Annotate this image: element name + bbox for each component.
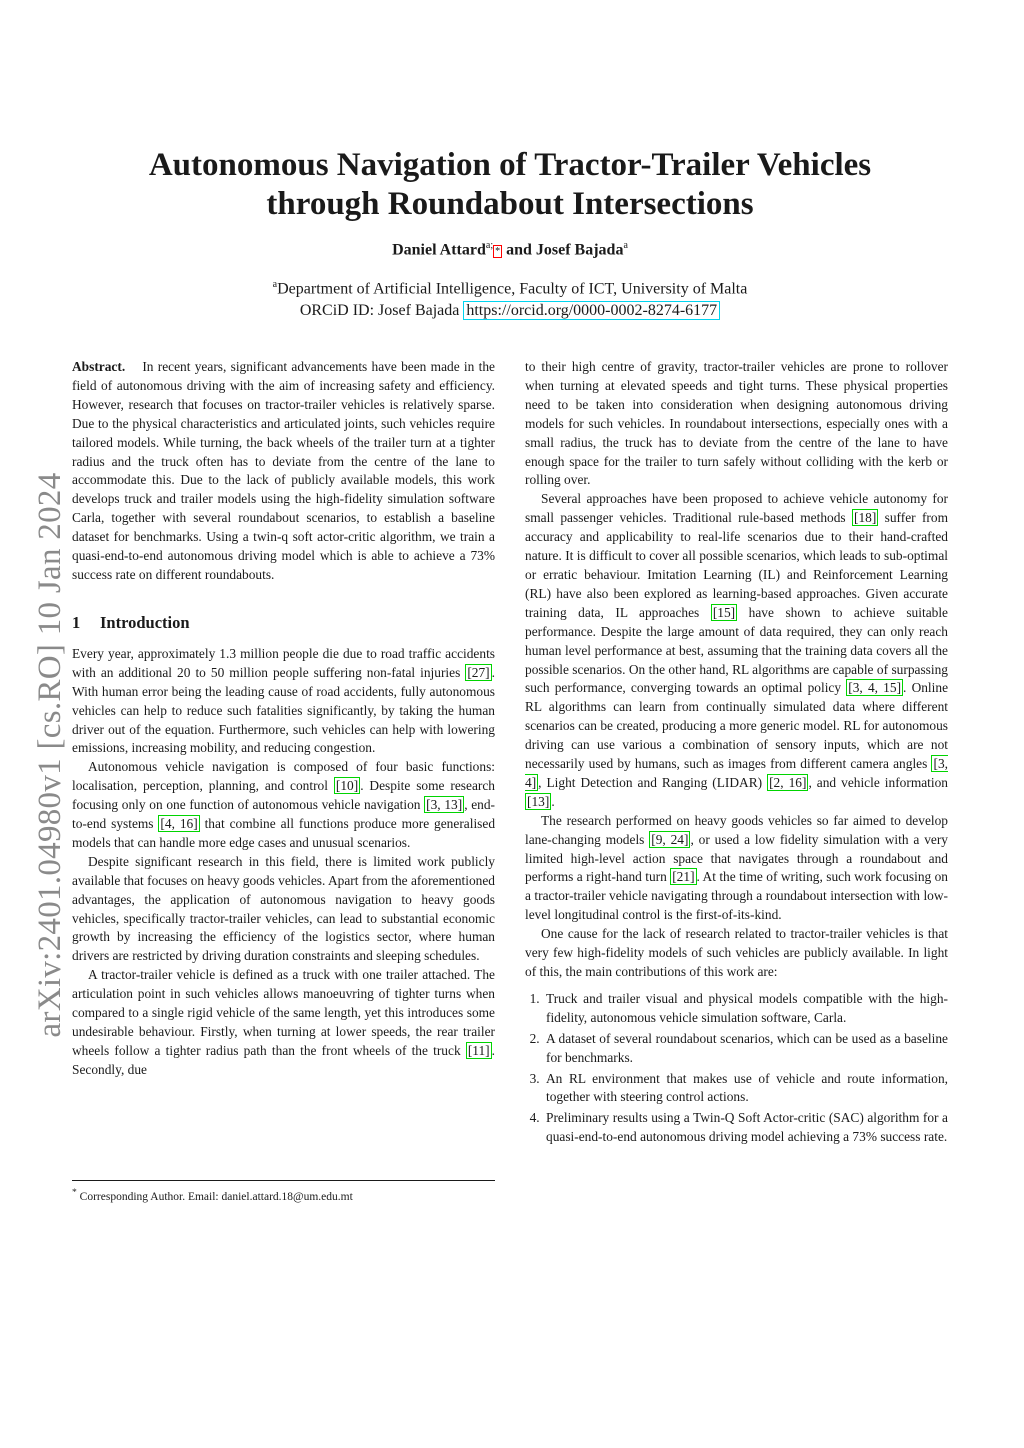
- orcid-line: [100, 300, 920, 322]
- citation-link[interactable]: [2, 16]: [769, 774, 807, 790]
- left-column: [72, 358, 495, 1080]
- text-run: , and vehicle information: [808, 774, 949, 790]
- list-item: 3. An RL environment that makes use of vehicle and route information, together with steering control actions.: [543, 1070, 948, 1108]
- citation-link[interactable]: [18]: [853, 510, 877, 526]
- affiliation-text: Department of Artificial Intelligence, Faculty of ICT, University of Malta: [277, 280, 748, 298]
- footnote-rule: [72, 1180, 495, 1181]
- section-title: Introduction: [100, 612, 190, 632]
- citation-link[interactable]: [4, 16]: [160, 816, 198, 832]
- paper-title: [100, 146, 920, 224]
- author-name: Josef Bajada: [535, 241, 624, 259]
- footnote-text: Corresponding Author. Email: daniel.attard.18@um.edu.mt: [76, 1190, 353, 1203]
- author-joiner: and: [502, 241, 536, 259]
- text-run: . Despite some research focusing only on one function of autonomous vehicle navigation: [72, 778, 495, 813]
- title-line-1: Autonomous Navigation of Tractor-Trailer Vehicles: [148, 147, 872, 183]
- citation-link[interactable]: [10]: [335, 778, 359, 794]
- author-list: [100, 236, 920, 262]
- paragraph: [72, 966, 495, 1079]
- orcid-link[interactable]: https://orcid.org/0000-0002-8274-6177: [463, 301, 720, 320]
- text-run: Several approaches have been proposed to achieve vehicle autonomy for small passenger vehicles. Traditional rule-based methods: [525, 491, 948, 526]
- abstract-label: Abstract.: [72, 359, 126, 374]
- text-run: that combine all functions produce more generalised models that can handle more edge cases and unusual scenarios.: [72, 816, 496, 850]
- contributions-list: [525, 990, 948, 1147]
- footnote-mark: *: [72, 1187, 77, 1198]
- text-run: . At the time of writing, such work focusing on a tractor-trailer vehicle navigating through a roundabout intersection with low-level longitudinal control is the first-of-its-kind.: [525, 869, 948, 923]
- text-run: have shown to achieve suitable performance. Despite the large amount of data required, they can only reach human level performance at best, assuming that the training data covers all the possible scenarios. On the other hand, RL algorithms are capable of surpassing such performance, converging towards an optimal policy: [525, 604, 948, 696]
- abstract-text: In recent years, significant advancements have been made in the field of autonomous driving with the aim of increasing safety and efficiency. However, research that focuses on tractor-trailer vehicles is relatively sparse. Due to the physical characteristics and articulated joints, such vehicles require tailored models. While turning, the back wheels of the trailer turn at a tighter radius and the truck often has to deviate from the centre of the lane to accommodate this. Due to the lack of publicly available models, this work develops truck and trailer models using the high-fidelity simulation software Carla, together with several roundabout scenarios, to establish a baseline dataset for benchmarks. Using a twin-q soft actor-critic algorithm, we train a quasi-end-to-end autonomous driving model which is able to achieve a 73% success rate on different roundabouts.: [72, 359, 495, 582]
- list-item: 4. Preliminary results using a Twin-Q Soft Actor-critic (SAC) algorithm for a quasi-end-to-end autonomous driving model achieving a 73% success rate.: [543, 1109, 948, 1147]
- text-run: The research performed on heavy goods vehicles so far aimed to develop lane-changing models: [525, 812, 948, 847]
- citation-link[interactable]: [21]: [672, 869, 695, 885]
- author-affil-mark: a: [623, 240, 628, 251]
- affil-mark: a: [272, 279, 278, 290]
- citation-link[interactable]: [3, 13]: [426, 797, 463, 813]
- section-number: 1: [72, 612, 81, 632]
- citation-link[interactable]: [13]: [527, 793, 550, 809]
- citation-link[interactable]: [11]: [467, 1042, 490, 1058]
- paragraph: [525, 490, 948, 811]
- paragraph: Despite significant research in this field, there is limited work publicly available that focuses on heavy goods vehicles. Apart from the aforementioned advantages, the application of autonomous navigation to heavy goods vehicles, specifically tractor-trailer vehicles, can lead to substantial economic growth by increasing the efficiency of the logistics sector, where human drivers are restricted by driving duration constraints and sleeping schedules.: [72, 853, 495, 964]
- affiliation-line: [100, 274, 920, 300]
- text-run: , Light Detection and Ranging (LIDAR): [538, 774, 768, 790]
- title-line-2: through Roundabout Intersections: [266, 186, 754, 222]
- paragraph: [525, 812, 948, 925]
- paragraph: [72, 645, 495, 758]
- text-run: . Online RL algorithms can learn from continually simulated data where different scenarios can be created, producing a more generic model. RL for autonomous driving can use various a combination of sensory inputs, which are not necessarily used by humans, such as images from different camera angles: [525, 680, 949, 772]
- citation-link[interactable]: [3, 4]: [525, 756, 948, 790]
- right-column: [525, 358, 948, 1149]
- abstract: [72, 358, 495, 585]
- text-run: . With human error being the leading cause of road accidents, fully autonomous vehicles can help to reduce such fatalities significantly, by taking the human driver out of the equation. Furthermore, such vehicles can help with lowering emissions, increasing mobility, and reducing congestion.: [72, 664, 495, 756]
- text-run: . Secondly, due: [72, 1042, 495, 1077]
- paragraph: [72, 758, 495, 853]
- paragraph: to their high centre of gravity, tractor-trailer vehicles are prone to rollover when turning at elevated speeds and tight turns. These physical properties need to be taken into consideration when designing autonomous driving models for such vehicles. In roundabout intersections, especially ones with a small radius, the truck has to deviate from the centre of the lane to have enough space for the trailer to turn safely without colliding with the kerb or rolling over.: [525, 359, 948, 488]
- author-name: Daniel Attard: [392, 241, 486, 259]
- list-item: 1. Truck and trailer visual and physical models compatible with the high-fidelity, autonomous vehicle simulation software, Carla.: [543, 990, 948, 1028]
- text-run: , end-to-end systems: [72, 797, 496, 832]
- paragraph: One cause for the lack of research related to tractor-trailer vehicles is that very few high-fidelity models of such vehicles are publicly available. In light of this, the main contributions of this work are:: [525, 926, 948, 979]
- orcid-label: ORCiD ID: Josef Bajada: [299, 302, 464, 320]
- citation-link[interactable]: [9, 24]: [651, 831, 689, 847]
- citation-link[interactable]: [3, 4, 15]: [848, 680, 902, 696]
- text-run: , or used a low fidelity simulation with a very limited high-level action space that navigates through a roundabout and performs a right-hand turn: [525, 831, 948, 885]
- text-run: Every year, approximately 1.3 million people die due to road traffic accidents with an additional 20 to 50 million people suffering non-fatal injuries: [72, 645, 495, 680]
- section-heading: [72, 613, 495, 633]
- arxiv-identifier: arXiv:2401.04980v1 [cs.RO] 10 Jan 2024: [32, 472, 68, 1038]
- footnote: [72, 1185, 495, 1205]
- text-run: Autonomous vehicle navigation is composed of four basic functions: localisation, perception, planning, and control: [72, 759, 495, 794]
- citation-link[interactable]: [15]: [712, 604, 736, 620]
- footnote-ref-link[interactable]: *: [495, 246, 501, 258]
- text-run: suffer from accuracy and applicability to real-life scenarios due to their hand-crafted nature. It is difficult to cover all possible scenarios, which leads to sub-optimal or erratic behaviour. Imitation Learning (IL) and Reinforcement Learning (RL) have also been explored as learning-based approaches. Given accurate training data, IL approaches: [525, 510, 948, 620]
- list-item: 2. A dataset of several roundabout scenarios, which can be used as a baseline for benchmarks.: [543, 1030, 948, 1068]
- affiliation-block: [100, 274, 920, 322]
- text-run: A tractor-trailer vehicle is defined as a truck with one trailer attached. The articulation point in such vehicles allows manoeuvring of tighter turns when compared to a single rigid vehicle of the same length, yet this introduces some undesirable behaviour. Firstly, when turning at lower speeds, the rear trailer wheels follow a tighter radius path than the front wheels of the truck: [72, 967, 495, 1058]
- citation-link[interactable]: [27]: [467, 664, 490, 680]
- text-run: .: [551, 793, 555, 809]
- author-affil-mark: a;: [485, 240, 494, 251]
